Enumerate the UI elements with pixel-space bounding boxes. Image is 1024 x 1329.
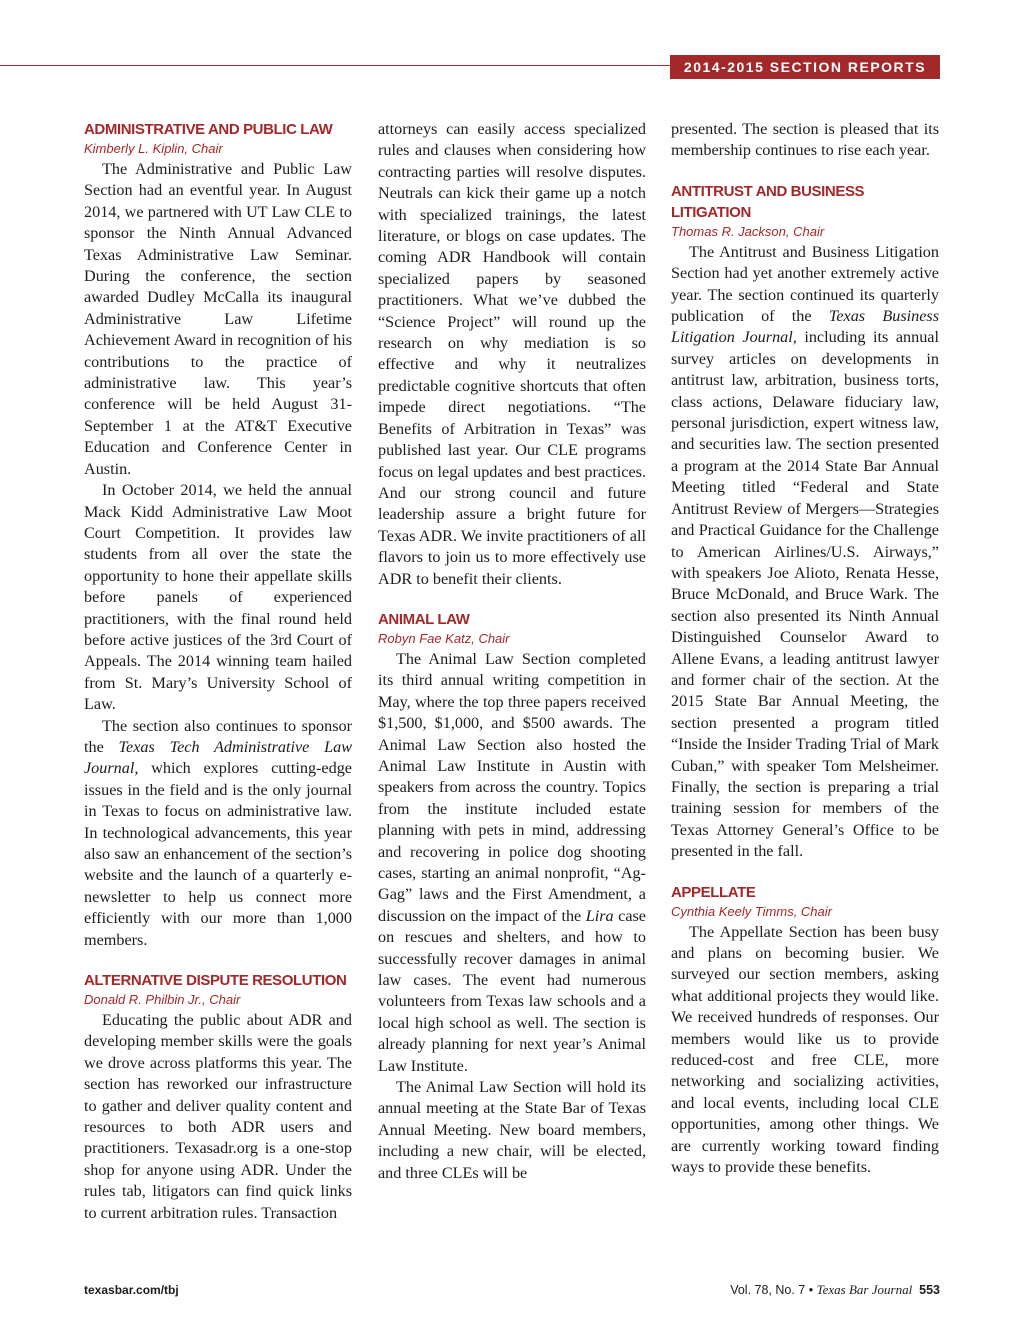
paragraph: The section also continues to sponsor the Texas Tech Administrative Law Journal, which explores cutting-edge issues in the field and is the only journal in Texas to focus on administrative law. In technological advancements, this year also saw an enhancement of the section’s website and the launch of a quarterly e-newsletter to help us connect more efficiently with our more than 1,000 members. (84, 716, 352, 949)
chair-name: Kimberly L. Kiplin, Chair (84, 141, 223, 156)
header-rule (0, 65, 678, 66)
section-heading-adr: ALTERNATIVE DISPUTE RESOLUTION (84, 972, 347, 990)
footer-citation (730, 1282, 940, 1298)
chair-name: Thomas R. Jackson, Chair (671, 223, 825, 239)
paragraph: The Antitrust and Business Litigation Section had yet another extremely active year. The section continued its quarterly publication of the Texas Business Litigation Journal, including its annual survey articles on developments in antitrust law, arbitration, business torts, class actions, Delaware fiduciary law, personal jurisdiction, expert witness law, and securities law. The section presented a program at the 2014 State Bar Annual Meeting titled “Federal and State Antitrust Review of Mergers—Strategies and Practical Guidance for the Challenge to American Airlines/U.S. Airways,” with speakers Joe Alioto, Renata Hesse, Bruce McDonald, and Bruce Wark. The section also presented its Ninth Annual Distinguished Counselor Award to Allene Evans, a leading antitrust lawyer and former chair of the section. At the 2015 State Bar Annual Meeting, the section presented a program titled “Inside the Insider Trading Trial of Mark Cuban,” with speaker Tom Melsheimer. Finally, the section is preparing a trial training session for members of the Texas Attorney General’s Office to be presented in the fall. (671, 242, 940, 861)
chair-name: Donald R. Philbin Jr., Chair (84, 992, 241, 1008)
column-1 (84, 119, 352, 1224)
paragraph: The Animal Law Section will hold its annual meeting at the State Bar of Texas Annual Meeting. New board members, including a new chair, will be elected, and three CLEs will be (378, 1078, 646, 1182)
case-name: Lira (585, 906, 614, 925)
paragraph: The Animal Law Section completed its third annual writing competition in May, where the top three papers received $1,500, $1,000, and $500 awards. The Animal Law Section also hosted the Animal Law Institute in Austin with speakers from across the country. Topics from the institute included estate planning with pets in mind, addressing and recovering in police dog shooting cases, starting an animal nonprofit, “Ag-Gag” laws and the First Amendment, a discussion on the impact of the Lira case on rescues and shelters, and how to successfully recover damages in animal law cases. The event had numerous volunteers from Texas law schools and a local high school as well. The section is already planning for next year’s Animal Law Institute. (378, 649, 646, 1075)
paragraph: In October 2014, we held the annual Mack Kidd Administrative Law Moot Court Competition. It provides law students from all over the state the opportunity to hone their appellate skills before panels of experienced practitioners, with the final round held before active justices of the 3rd Court of Appeals. The 2014 winning team hailed from St. Mary’s University School of Law. (84, 481, 352, 714)
column-3 (671, 119, 939, 1178)
journal-name: Texas Bar Journal (816, 1282, 913, 1297)
volume-issue: Vol. 78, No. 7 (730, 1283, 806, 1297)
journal-title: Texas Business Litigation Journal, (671, 307, 940, 347)
bullet-separator: • (808, 1283, 814, 1297)
section-reports-banner: 2014-2015 SECTION REPORTS (670, 55, 940, 79)
chair-name: Cynthia Keely Timms, Chair (671, 903, 832, 919)
footer-website: texasbar.com/tbj (84, 1283, 179, 1297)
paragraph: presented. The section is pleased that its membership continues to rise each year. (671, 120, 939, 160)
section-heading-animal-law: ANIMAL LAW (378, 610, 470, 628)
journal-title: Texas Tech Administrative Law Journal, (84, 737, 352, 778)
column-2 (378, 119, 646, 1184)
section-heading-appellate: APPELLATE (671, 883, 756, 901)
paragraph: The Administrative and Public Law Section had an eventful year. In August 2014, we partnered with UT Law CLE to sponsor the Ninth Annual Advanced Texas Administrative Law Seminar. During the conference, the section awarded Dudley McCalla its inaugural Administrative Law Lifetime Achievement Award in recognition of his contributions to the practice of administrative law. This year’s conference will be held August 31-September 1 at the AT&T Executive Education and Conference Center in Austin. (84, 160, 352, 478)
paragraph: Educating the public about ADR and developing member skills were the goals we drove across platforms this year. The section has reworked our infrastructure to gather and deliver quality content and resources to both ADR users and practitioners. Texasadr.org is a one-stop shop for anyone using ADR. Under the rules tab, litigators can find quick links to current arbitration rules. Transaction (84, 1011, 352, 1222)
paragraph: attorneys can easily access specialized rules and clauses when considering how contracting parties will resolve disputes. Neutrals can kick their game up a notch with specialized trainings, the latest literature, or blogs on case updates. The coming ADR Handbook will contain specialized papers by seasoned practitioners. What we’ve dubbed the “Science Project” will round up the research on why mediation is so effective and why it neutralizes predictable cognitive shortcuts that often impede direct negotiations. “The Benefits of Arbitration in Texas” was published last year. Our CLE programs focus on legal updates and best practices. And our strong council and future leadership assure a bright future for Texas ADR. We invite practitioners of all flavors to join us to more effectively use ADR to benefit their clients. (378, 120, 646, 588)
paragraph: The Appellate Section has been busy and plans on becoming busier. We surveyed our section members, asking what additional projects they would like. We received hundreds of responses. Our members would like us to provide reduced-cost and free CLE, more networking and socializing activities, and local events, including local CLE opportunities, among other things. We are currently working toward finding ways to provide these benefits. (671, 922, 939, 1177)
page-number: 553 (919, 1283, 940, 1297)
section-heading-antitrust: ANTITRUST AND BUSINESS LITIGATION (671, 182, 865, 221)
section-heading-administrative: ADMINISTRATIVE AND PUBLIC LAW (84, 121, 333, 138)
chair-name: Robyn Fae Katz, Chair (378, 630, 510, 646)
